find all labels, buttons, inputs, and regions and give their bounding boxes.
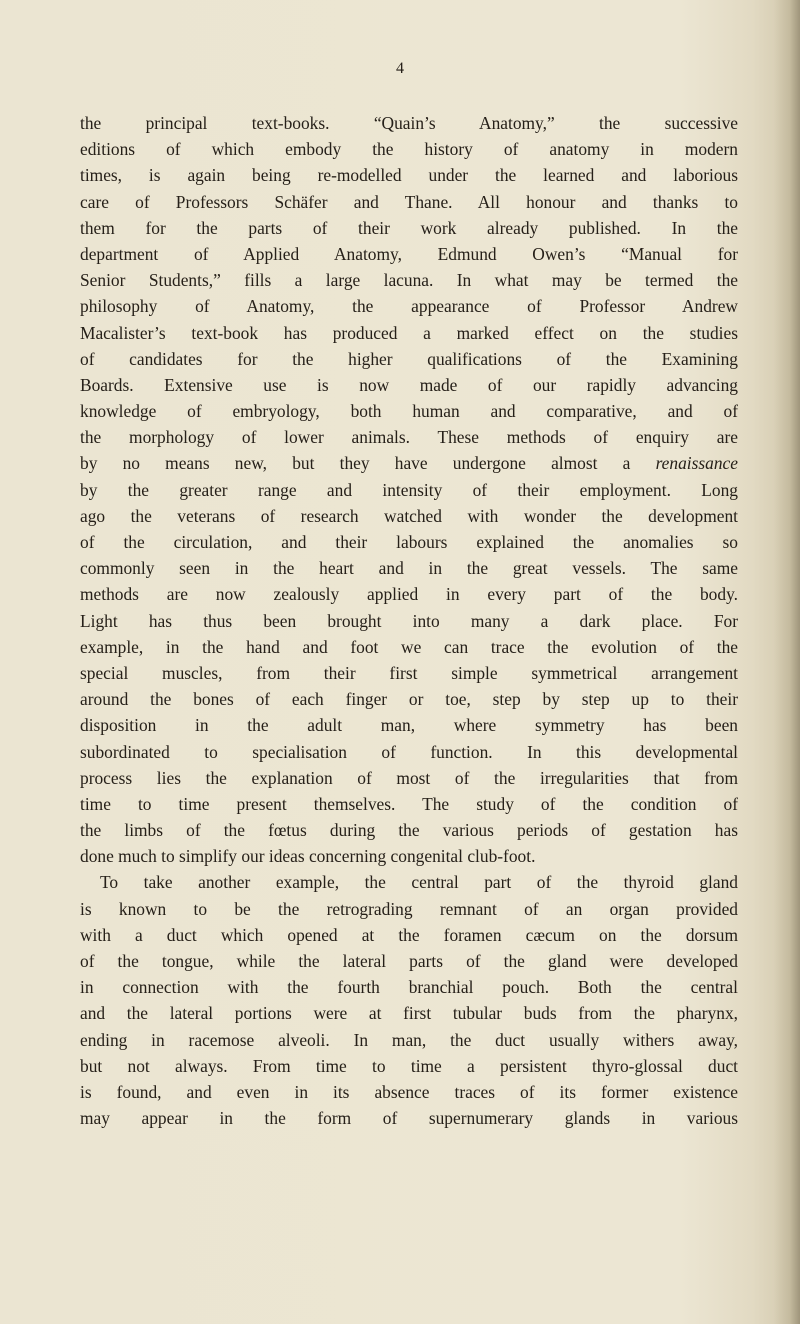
text-line: Light has thus been brought into many a dark place. For [80, 610, 738, 631]
text-line: care of Professors Schäfer and Thane. All honour and thanks to [80, 191, 738, 212]
text-line: of the tongue, while the lateral parts of the gland were developed [80, 951, 738, 971]
page-edge-shadow [774, 0, 800, 1324]
text-line: with a duct which opened at the foramen cæcum on the dorsum [80, 924, 738, 945]
text-line: knowledge of embryology, both human and comparative, and of [80, 401, 738, 422]
text-line: department of Applied Anatomy, Edmund Owen’s “Manual for [80, 243, 738, 264]
paragraph-start-line: To take another example, the central part of the thyroid gland [100, 872, 738, 893]
text-line: is found, and even in its absence traces of its former existence [80, 1081, 738, 1102]
text-line: subordinated to specialisation of function. In this developmental [80, 741, 738, 762]
text-line: ago the veterans of research watched with wonder the development [80, 505, 738, 526]
text-line: ending in racemose alveoli. In man, the duct usually withers away, [80, 1029, 738, 1050]
text-span: by no means new, but they have undergone almost a [80, 453, 656, 474]
text-line: example, in the hand and foot we can trace the evolution of the [80, 636, 738, 657]
text-line: Boards. Extensive use is now made of our rapidly advancing [80, 374, 738, 395]
text-line: but not always. From time to time a persistent thyro-glossal duct [80, 1055, 738, 1076]
text-line: by the greater range and intensity of their employment. Long [80, 479, 738, 500]
text-line: around the bones of each finger or toe, step by step up to their [80, 689, 738, 710]
text-line: methods are now zealously applied in every part of the body. [80, 584, 738, 605]
text-line: is known to be the retrograding remnant of an organ provided [80, 898, 738, 919]
text-line: Senior Students,” fills a large lacuna. In what may be termed the [80, 270, 738, 291]
text-line: Macalister’s text-book has produced a marked effect on the studies [80, 322, 738, 343]
text-line: the limbs of the fœtus during the various periods of gestation has [80, 820, 738, 841]
text-line: the principal text-books. “Quain’s Anatomy,” the successive [80, 113, 738, 133]
text-line: editions of which embody the history of anatomy in modern [80, 139, 738, 160]
text-line: them for the parts of their work already published. In the [80, 217, 738, 238]
text-line: commonly seen in the heart and in the great vessels. The same [80, 558, 738, 579]
text-line: and the lateral portions were at first tubular buds from the pharynx, [80, 1003, 738, 1024]
text-line: of the circulation, and their labours explained the anomalies so [80, 532, 738, 552]
body-text [80, 110, 738, 1131]
text-line: times, is again being re-modelled under the learned and laborious [80, 165, 738, 186]
text-line: may appear in the form of supernumerary glands in various [80, 1108, 738, 1129]
text-line: disposition in the adult man, where symmetry has been [80, 715, 738, 736]
text-line-with-italic [80, 450, 738, 476]
italic-word: renaissance [655, 453, 738, 474]
text-line: time to time present themselves. The study of the condition of [80, 793, 738, 814]
paragraph-end-line: done much to simplify our ideas concerning congenital club-foot. [80, 846, 536, 867]
text-line: process lies the explanation of most of the irregularities that from [80, 767, 738, 788]
text-line: in connection with the fourth branchial pouch. Both the central [80, 977, 738, 998]
text-line: the morphology of lower animals. These methods of enquiry are [80, 427, 738, 448]
text-line: special muscles, from their first simple symmetrical arrangement [80, 662, 738, 683]
text-line: philosophy of Anatomy, the appearance of Professor Andrew [80, 296, 738, 317]
page-number: 4 [396, 60, 404, 77]
text-line: of candidates for the higher qualifications of the Examining [80, 348, 738, 369]
